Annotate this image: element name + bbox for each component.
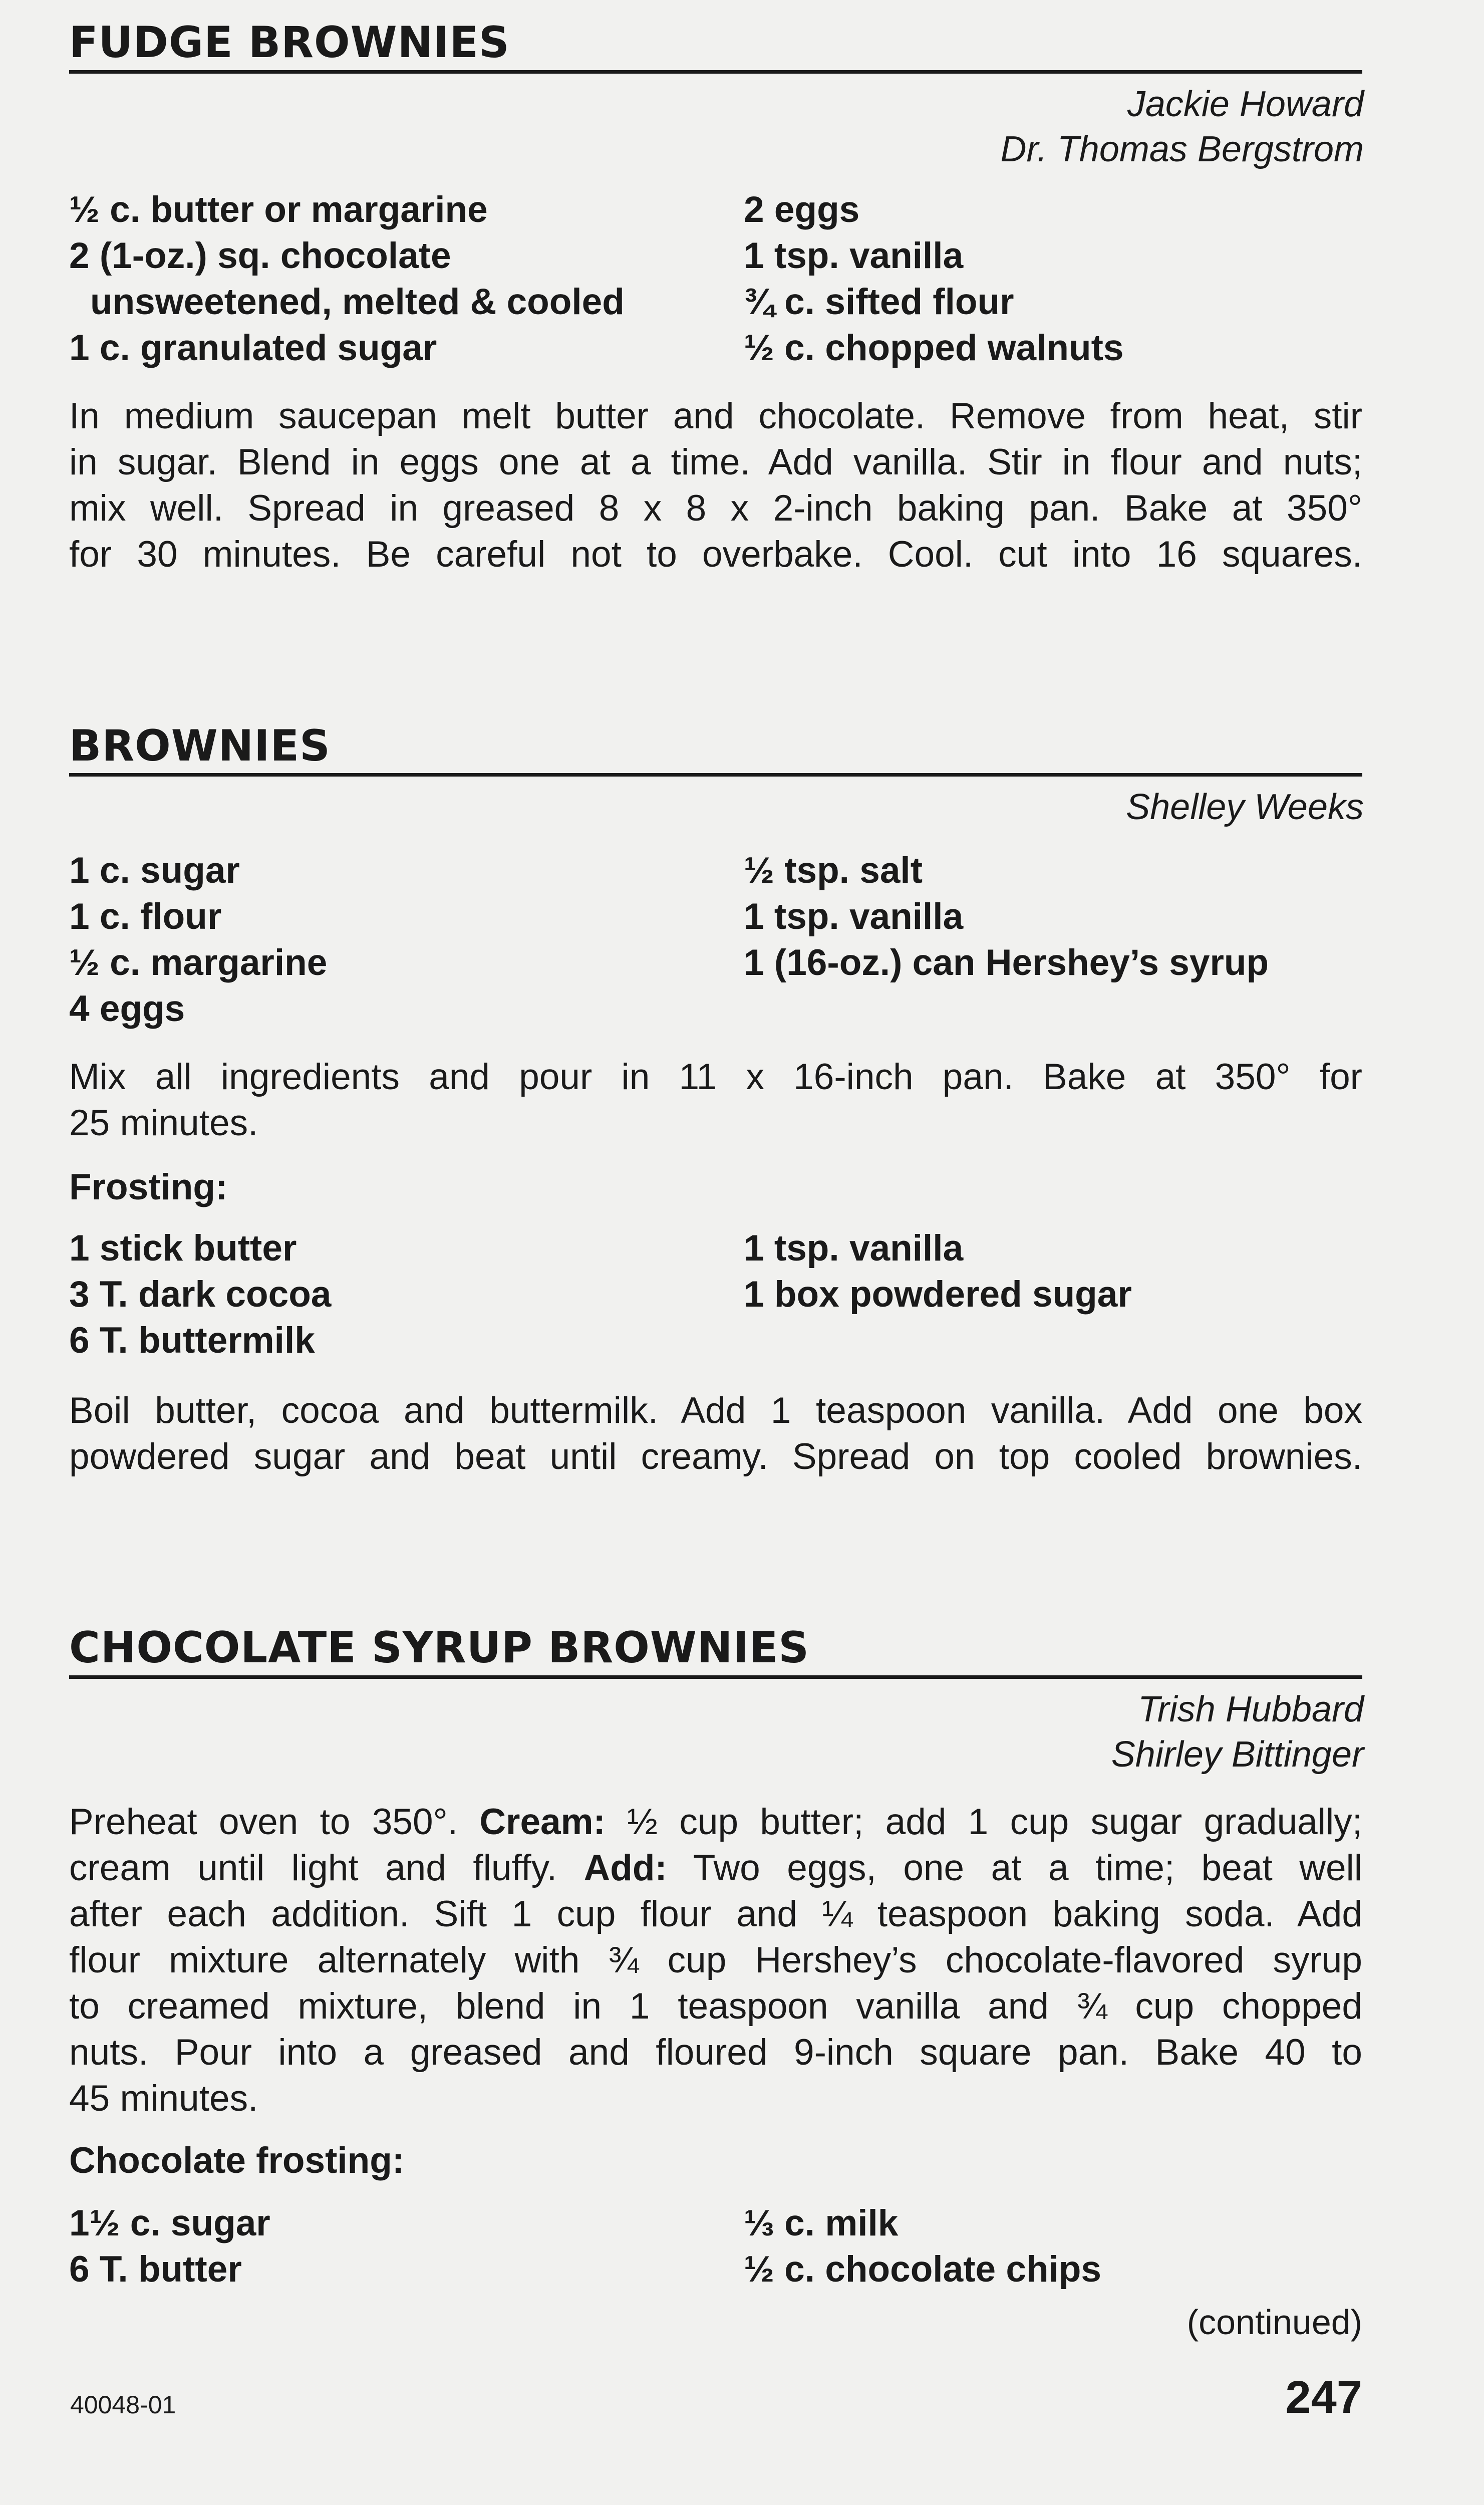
ingredients-right [744, 848, 1269, 986]
frosting-ingredients-left [69, 2200, 270, 2293]
ingredient: ¾ c. sifted flour [744, 282, 1014, 322]
ingredient: unsweetened, melted & cooled [90, 282, 625, 322]
contributors [562, 82, 1364, 172]
direction-line: In medium saucepan melt butter and chocolate. Remove from heat, stir [69, 396, 1362, 436]
ingredient: 4 eggs [69, 988, 185, 1029]
frosting-ingredients-left [69, 1225, 331, 1364]
ingredient: 3 T. dark cocoa [69, 1274, 332, 1315]
ingredient: ½ c. butter or margarine [69, 189, 488, 230]
contributor-name: Dr. Thomas Bergstrom [1000, 129, 1364, 169]
recipe-directions [69, 1799, 1362, 2122]
ingredient: ½ c. margarine [69, 942, 328, 983]
direction-line: to creamed mixture, blend in 1 teaspoon vanilla and ¾ cup chopped [69, 1986, 1362, 2027]
ingredient: ½ c. chopped walnuts [744, 328, 1124, 368]
direction-line: mix well. Spread in greased 8 x 8 x 2-inch baking pan. Bake at 350° [69, 488, 1362, 529]
direction-line: in sugar. Blend in eggs one at a time. Add vanilla. Stir in flour and nuts; [69, 442, 1362, 482]
direction-line: powdered sugar and beat until creamy. Spread on top cooled brownies. [69, 1436, 1362, 1477]
recipe-directions [69, 393, 1362, 578]
direction-line: 45 minutes. [69, 2078, 258, 2119]
ingredient: 2 (1-oz.) sq. chocolate [69, 235, 451, 276]
direction-line: Mix all ingredients and pour in 11 x 16-inch pan. Bake at 350° for [69, 1057, 1362, 1097]
direction-line: cream until light and fluffy. Add: Two eggs, one at a time; beat well [69, 1848, 1362, 1888]
direction-line: after each addition. Sift 1 cup flour and ¼ teaspoon baking soda. Add [69, 1894, 1362, 1934]
ingredient: 1 stick butter [69, 1228, 297, 1269]
recipe-directions [69, 1054, 1362, 1146]
recipe-title-chocolate-syrup-brownies: CHOCOLATE SYRUP BROWNIES [69, 1623, 809, 1673]
ingredient: 1 c. sugar [69, 850, 240, 891]
frosting-directions [69, 1388, 1362, 1480]
contributor-name: Shelley Weeks [1126, 787, 1364, 827]
page-code: 40048-01 [70, 2391, 176, 2419]
direction-line: for 30 minutes. Be careful not to overbake. Cool. cut into 16 squares. [69, 534, 1362, 575]
ingredients-left [69, 187, 625, 371]
direction-line: 25 minutes. [69, 1103, 258, 1143]
page-number: 247 [1285, 2372, 1362, 2423]
contributors [562, 1687, 1364, 1777]
ingredient: ½ c. chocolate chips [744, 2249, 1102, 2290]
contributors [562, 785, 1364, 830]
title-rule [69, 1675, 1362, 1679]
title-rule [69, 70, 1362, 74]
continued-note: (continued) [1186, 2303, 1362, 2342]
ingredient: 6 T. buttermilk [69, 1320, 315, 1361]
ingredient: 1 c. flour [69, 896, 222, 937]
ingredient: 1 box powdered sugar [744, 1274, 1132, 1315]
contributor-name: Trish Hubbard [1138, 1689, 1364, 1729]
direction-line: Preheat oven to 350°. Cream: ½ cup butter; add 1 cup sugar gradually; [69, 1802, 1362, 1842]
ingredient: 1 tsp. vanilla [744, 1228, 964, 1269]
recipe-title-brownies: BROWNIES [69, 721, 331, 771]
frosting-ingredients-right [744, 2200, 1101, 2293]
ingredient: ⅓ c. milk [744, 2203, 899, 2243]
direction-line: flour mixture alternately with ¾ cup Hershey’s chocolate-flavored syrup [69, 1940, 1362, 1980]
direction-line: nuts. Pour into a greased and floured 9-inch square pan. Bake 40 to [69, 2032, 1362, 2073]
ingredient: 2 eggs [744, 189, 860, 230]
ingredient: 1 c. granulated sugar [69, 328, 437, 368]
contributor-name: Shirley Bittinger [1111, 1734, 1364, 1775]
frosting-ingredients-right [744, 1225, 1132, 1318]
ingredient: 6 T. butter [69, 2249, 242, 2290]
frosting-label: Frosting: [69, 1167, 228, 1207]
contributor-name: Jackie Howard [1127, 84, 1364, 124]
ingredients-right [744, 187, 1124, 371]
ingredient: 1 tsp. vanilla [744, 896, 964, 937]
ingredients-left [69, 848, 327, 1032]
ingredient: 1 tsp. vanilla [744, 235, 964, 276]
title-rule [69, 773, 1362, 777]
direction-line: Boil butter, cocoa and buttermilk. Add 1 teaspoon vanilla. Add one box [69, 1390, 1362, 1431]
ingredient: ½ tsp. salt [744, 850, 923, 891]
recipe-title-fudge-brownies: FUDGE BROWNIES [69, 18, 510, 68]
ingredient: 1 (16-oz.) can Hershey’s syrup [744, 942, 1269, 983]
frosting-label: Chocolate frosting: [69, 2140, 405, 2181]
ingredient: 1½ c. sugar [69, 2203, 270, 2243]
